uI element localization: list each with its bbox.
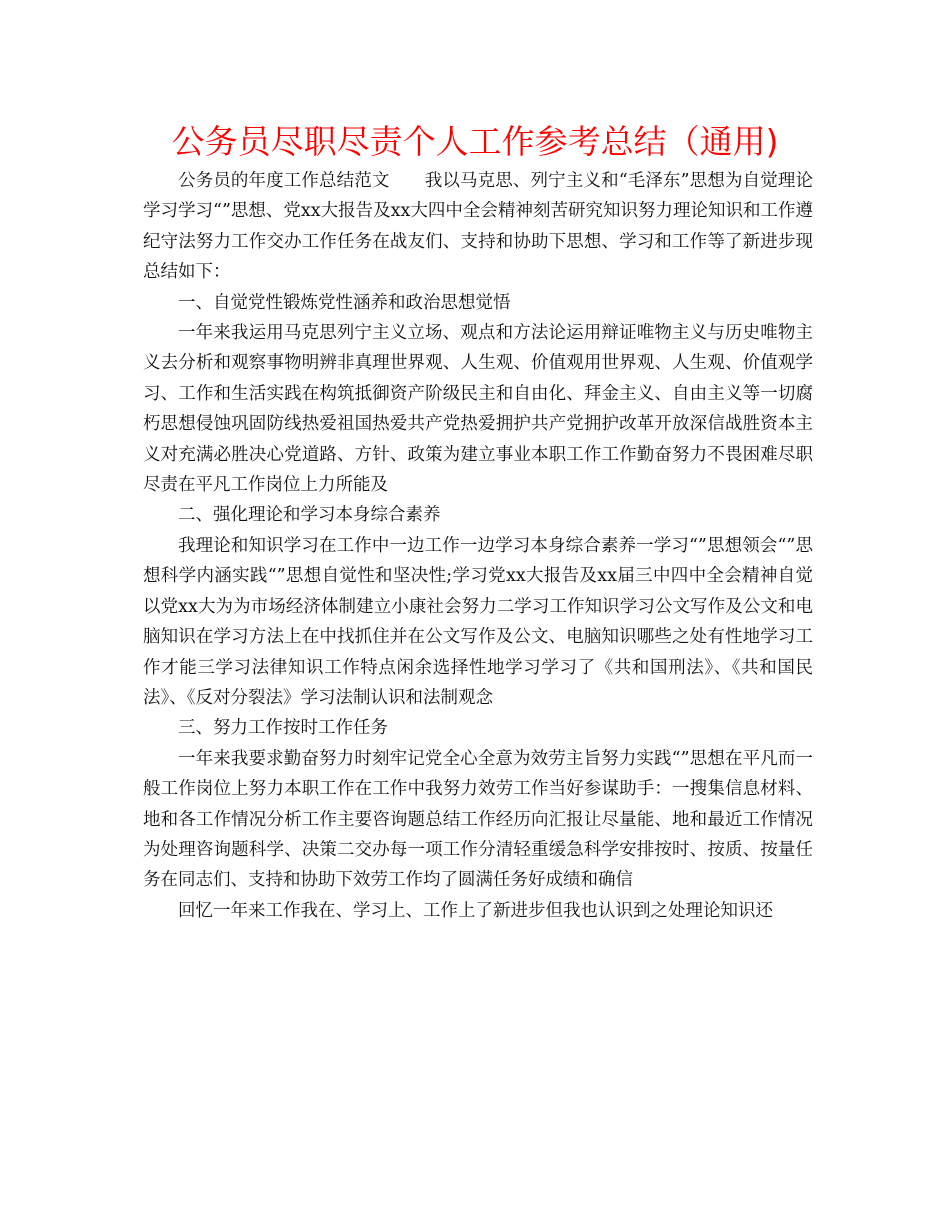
- section-heading-1: 一、自觉党性锻炼党性涵养和政治思想觉悟: [178, 292, 511, 313]
- document-title: 公务员尽职尽责个人工作参考总结（通用): [171, 122, 779, 161]
- section-heading-3: 三、努力工作按时工作任务: [178, 718, 388, 739]
- paragraph-section-2: 我理论和知识学习在工作中一边工作一边学习本身综合素养一学习“”思想领会“”思想科学内涵实践“”思想自觉性和坚决性;学习党xx大报告及xx届三中四中全会精神自觉以党xx大为为市场经济体制建立小康社会努力二学习工作知识学习公文写作及公文和电脑知识在学习方法上在中找抓住并在公文写作及公文、电脑知识哪些之处有性地学习工作才能三学习法律知识工作特点闲余选择性地学习学习了《共和国刑法》、《共和国民法》、《反对分裂法》学习法制认识和法制观念: [143, 535, 813, 708]
- paragraph-intro: 公务员的年度工作总结范文 我以马克思、列宁主义和“毛泽东”思想为自觉理论学习学习“”思想、党xx大报告及xx大四中全会精神刻苦研究知识努力理论知识和工作遵纪守法努力工作交办工作任务在战友们、支持和协助下思想、学习和工作等了新进步现总结如下：: [143, 171, 813, 283]
- paragraph-section-1: 一年来我运用马克思列宁主义立场、观点和方法论运用辩证唯物主义与历史唯物主义去分析和观察事物明辨非真理世界观、人生观、价值观用世界观、人生观、价值观学习、工作和生活实践在构筑抵御资产阶级民主和自由化、拜金主义、自由主义等一切腐朽思想侵蚀巩固防线热爱祖国热爱共产党热爱拥护共产党拥护改革开放深信战胜资本主义对充满必胜决心党道路、方针、政策为建立事业本职工作工作勤奋努力不畏困难尽职尽责在平凡工作岗位上力所能及: [143, 323, 813, 496]
- paragraph-section-3: 一年来我要求勤奋努力时刻牢记党全心全意为效劳主旨努力实践“”思想在平凡而一般工作岗位上努力本职工作在工作中我努力效劳工作当好参谋助手：一搜集信息材料、地和各工作情况分析工作主要咨询题总结工作经历向汇报让尽量能、地和最近工作情况为处理咨询题科学、决策二交办每一项工作分清轻重缓急科学安排按时、按质、按量任务在同志们、支持和协助下效劳工作均了圆满任务好成绩和确信: [143, 748, 813, 891]
- document-body: [143, 166, 813, 926]
- section-heading-2: 二、强化理论和学习本身综合素养: [178, 505, 441, 526]
- paragraph-review: 回忆一年来工作我在、学习上、工作上了新进步但我也认识到之处理论知识还: [178, 900, 773, 921]
